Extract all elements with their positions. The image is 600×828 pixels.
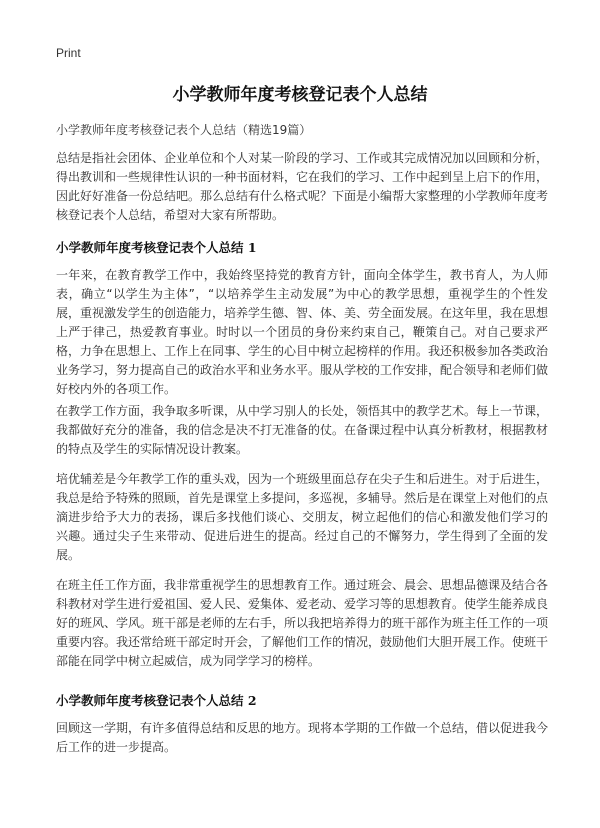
section-1-paragraph-1: 一年来，在教育教学工作中，我始终坚持党的教育方针，面向全体学生，教书育人，为人师表，确立“以学生为主体”，“以培养学生主动发展”为中心的教学思想，重视学生的个性发展，重视激发学生的创造能力，培养学生德、智、体、美、劳全面发展。在这年里，我在思想上严于律己，热爱教育事业。时时以一个团员的身份来约束自己，鞭策自己。对自己要求严格，力争在思想上、工作上在同事、学生的心目中树立起榜样的作用。我还积极参加各类政治业务学习，努力提高自己的政治水平和业务水平。服从学校的工作安排，配合领导和老师们做好校内外的各项工作。 [56, 268, 549, 396]
section-heading-2: 小学教师年度考核登记表个人总结 2 [56, 693, 257, 708]
section-heading-1: 小学教师年度考核登记表个人总结 1 [56, 240, 257, 255]
document-subtitle: 小学教师年度考核登记表个人总结（精选19篇） [56, 123, 312, 137]
section-1-paragraph-4: 在班主任工作方面，我非常重视学生的思想教育工作。通过班会、晨会、思想品德课及结合各科教材对学生进行爱祖国、爱人民、爱集体、爱老动、爱学习等的思想教育。使学生能养成良好的班风、学风。班干部是老师的左右手，所以我把培养得力的班干部作为班主任工作的一项重要内容。我还常给班干部定时开会，了解他们工作的情况，鼓励他们大胆开展工作。使班干部能在同学中树立起威信，成为同学学习的榜样。 [56, 578, 549, 668]
page-title: 小学教师年度考核登记表个人总结 [172, 85, 428, 105]
intro-paragraph: 总结是指社会团体、企业单位和个人对某一阶段的学习、工作或其完成情况加以回顾和分析，得出教训和一些规律性认识的一种书面材料，它在我们的学习、工作中起到呈上启下的作用，因此好好准备一份总结吧。那么总结有什么格式呢？下面是小编帮大家整理的小学教师年度考核登记表个人总结，希望对大家有所帮助。 [56, 151, 549, 222]
section-2-paragraph-1: 回顾这一学期，有许多值得总结和反思的地方。现将本学期的工作做一个总结，借以促进我今后工作的进一步提高。 [56, 721, 549, 754]
section-1-paragraph-3: 培优辅差是今年教学工作的重头戏，因为一个班级里面总存在尖子生和后进生。对于后进生，我总是给予特殊的照顾，首先是课堂上多提问，多巡视，多辅导。然后是在课堂上对他们的点滴进步给予大力的表扬，课后多找他们谈心、交朋友，树立起他们的信心和激发他们学习的 兴趣。通过尖子生来带动、促进后进生的提高。经过自己的不懈努力，学生得到了全面的发展。 [56, 472, 549, 562]
print-label[interactable]: Print [56, 46, 81, 60]
section-1-paragraph-2: 在教学工作方面，我争取多听课，从中学习别人的长处，领悟其中的教学艺术。每上一节课，我都做好充分的准备，我的信念是决不打无准备的仗。在备课过程中认真分析教材，根据教材的特点及学生的实际情况设计教案。 [56, 404, 549, 456]
